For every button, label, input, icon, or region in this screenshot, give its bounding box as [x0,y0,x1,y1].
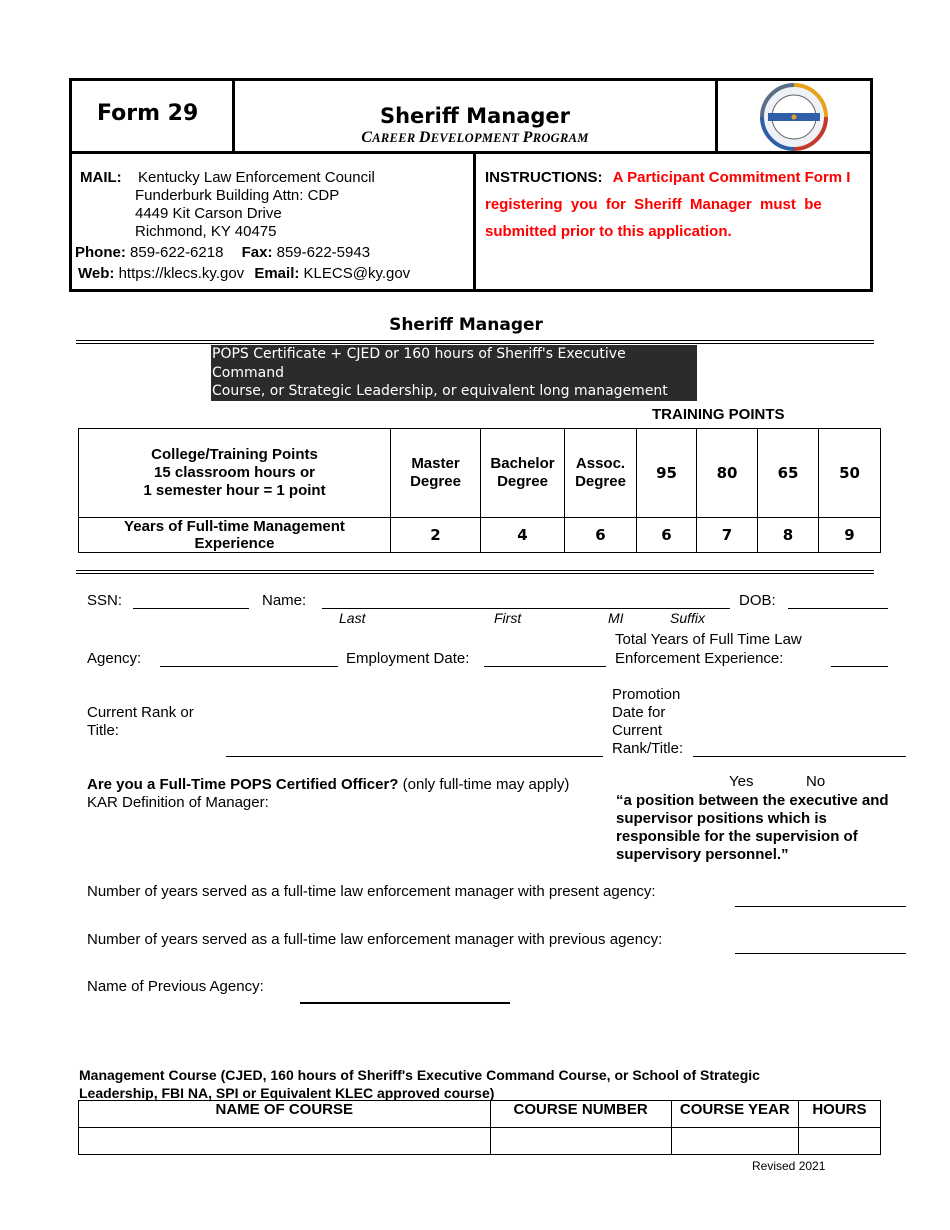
mail-line-4: Richmond, KY 40475 [135,223,277,240]
web-label: Web: [78,265,115,282]
phone-number: 859-622-6218 [130,244,224,261]
points-cell-line: Assoc. [575,455,626,472]
management-heading-line-1: Management Course (CJED, 160 hours of Sheriff's Executive Command Course, or School of Strategic [79,1067,760,1083]
promotion-date-input[interactable] [693,756,906,757]
course-table-row [79,1128,881,1155]
total-years-label-1: Total Years of Full Time Law [615,631,802,648]
points-cell: 65 [758,429,819,518]
course-table-header [79,1101,881,1128]
experience-cell: 9 [819,518,881,553]
experience-label [79,518,391,553]
experience-label-line-1: Years of Full-time Management [124,518,345,535]
form-subtitle: CAREER DEVELOPMENT PROGRAM [361,129,589,146]
points-cell: 50 [819,429,881,518]
years-present-label: Number of years served as a full-time law enforcement manager with present agency: [87,883,656,900]
course-number-cell[interactable] [490,1128,671,1155]
contact-info [72,154,476,289]
points-cell [565,429,637,518]
points-row-experience [79,518,881,553]
college-label-line-3: 1 semester hour = 1 point [143,482,326,499]
col-course-number: COURSE NUMBER [490,1101,671,1128]
previous-agency-label: Name of Previous Agency: [87,978,264,995]
agency-label: Agency: [87,650,142,667]
experience-cell: 8 [758,518,819,553]
revised-date: Revised 2021 [752,1159,826,1173]
fields-divider [76,570,874,574]
email-label: Email: [254,265,300,282]
experience-cell: 2 [391,518,481,553]
form-title-cell [235,81,718,154]
points-cell-line: Master [411,455,460,472]
col-hours: HOURS [798,1101,880,1128]
requirements-line-2: Course, or Strategic Leadership, or equivalent long management [212,383,668,399]
form-header [69,78,873,292]
points-cell [481,429,565,518]
dob-input[interactable] [788,608,888,609]
course-hours-cell[interactable] [798,1128,880,1155]
course-table [78,1100,881,1155]
form-title: Sheriff Manager [379,104,570,128]
mi-sublabel: MI [608,610,624,626]
course-year-cell[interactable] [671,1128,798,1155]
points-cell-line: Degree [575,473,626,490]
last-sublabel: Last [339,610,366,626]
total-years-input[interactable] [831,666,888,667]
instructions-line-2: registering you for Sheriff Manager must be [485,196,822,213]
points-table [78,428,881,553]
experience-cell: 7 [697,518,758,553]
yes-option[interactable]: Yes [729,773,754,790]
section-divider [76,340,874,344]
promotion-label-4: Rank/Title: [612,740,684,757]
points-cell-line: Degree [497,473,548,490]
requirements-line-1: POPS Certificate + CJED or 160 hours of Sheriff's Executive Command [212,346,626,381]
mail-line-1: Kentucky Law Enforcement Council [138,169,375,186]
experience-label-line-2: Experience [194,535,275,552]
total-years-label-2: Enforcement Experience: [615,650,784,667]
promotion-label-2: Date for [612,704,666,721]
points-cell [391,429,481,518]
points-cell-line: Bachelor [490,455,555,472]
web-link[interactable]: https://klecs.ky.gov [118,265,245,282]
management-heading-line-2: Leadership, FBI NA, SPI or Equivalent KLEC approved course) [79,1085,495,1101]
requirements-box [211,345,697,418]
employment-date-label: Employment Date: [346,650,470,667]
college-points-label [79,429,391,518]
years-previous-input[interactable] [735,953,906,954]
mail-line-3: 4449 Kit Carson Drive [135,205,282,222]
promotion-label-3: Current [612,722,663,739]
rank-input[interactable] [226,756,603,757]
fax-number: 859-622-5943 [276,244,371,261]
phone-label: Phone: [75,244,126,261]
previous-agency-input[interactable] [300,1002,510,1004]
requirements-line-3: course, e.g., FBI NA, SPI AOC, Northwestern. [326,401,637,418]
employment-date-input[interactable] [484,666,606,667]
instructions-label: INSTRUCTIONS: [485,169,603,186]
kar-definition-line: supervisory personnel.” [616,846,789,863]
name-input[interactable] [322,608,730,609]
kar-definition-line: responsible for the supervision of [616,828,858,845]
experience-cell: 4 [481,518,565,553]
experience-cell: 6 [637,518,697,553]
points-row-college [79,429,881,518]
ssn-label: SSN: [87,592,123,609]
course-name-cell[interactable] [79,1128,491,1155]
no-option[interactable]: No [806,773,826,790]
college-label-line-1: College/Training Points [151,446,318,463]
dob-label: DOB: [739,592,776,609]
instructions-line-1: A Participant Commitment Form I [612,169,851,186]
points-cell: 80 [697,429,758,518]
first-sublabel: First [494,610,522,626]
experience-cell: 6 [565,518,637,553]
logo-cell [718,81,870,154]
rank-label-1: Current Rank or [87,704,194,721]
training-points-label: TRAINING POINTS [652,406,785,423]
kar-label: KAR Definition of Manager: [87,794,269,811]
instructions-line-3: submitted prior to this application. [485,223,732,240]
col-name-of-course: NAME OF COURSE [79,1101,491,1128]
years-previous-label: Number of years served as a full-time law enforcement manager with previous agency: [87,931,663,948]
pops-question: Are you a Full-Time POPS Certified Officer? [87,776,399,793]
ssn-input[interactable] [133,608,249,609]
years-present-input[interactable] [735,906,906,907]
rank-label-2: Title: [87,722,119,739]
mail-label: MAIL: [80,169,122,186]
program-seal-icon [718,81,870,154]
agency-input[interactable] [160,666,338,667]
col-course-year: COURSE YEAR [671,1101,798,1128]
name-label: Name: [262,592,307,609]
kar-definition-line: “a position between the executive and [616,792,889,809]
kar-definition-line: supervisor positions which is [616,810,827,827]
suffix-sublabel: Suffix [670,610,706,626]
pops-note: (only full-time may apply) [402,776,570,793]
points-cell: 95 [637,429,697,518]
mail-line-2: Funderburk Building Attn: CDP [135,187,340,204]
form-number: Form 29 [72,81,235,154]
kar-definition [616,792,889,864]
section-title: Sheriff Manager [389,315,543,335]
college-label-line-2: 15 classroom hours or [154,464,315,481]
instructions [476,154,870,289]
management-course-heading [79,1066,760,1102]
email-link[interactable]: KLECS@ky.gov [303,265,411,282]
promotion-label-1: Promotion [612,686,681,703]
fax-label: Fax: [241,244,273,261]
points-cell-line: Degree [410,473,461,490]
